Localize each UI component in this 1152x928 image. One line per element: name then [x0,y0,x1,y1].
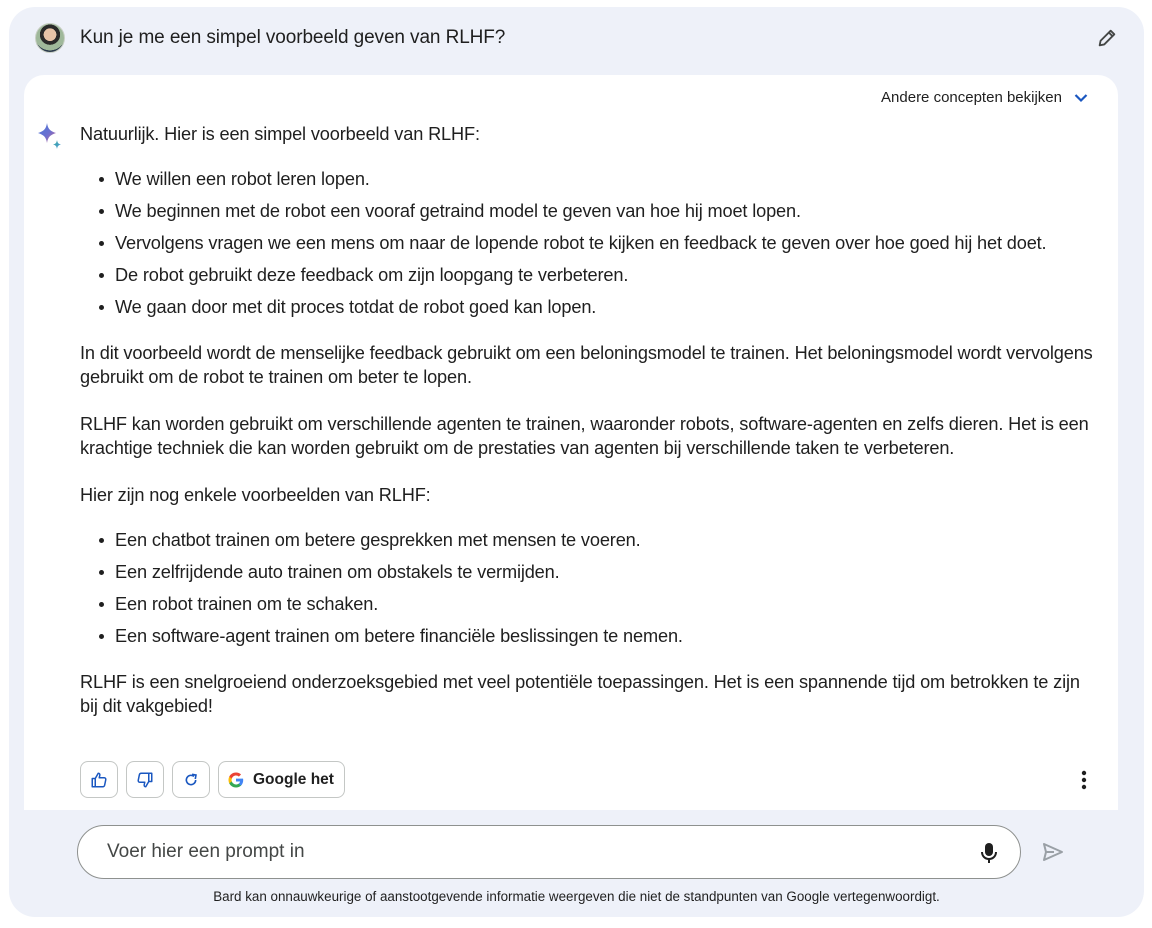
prompt-input[interactable] [107,841,947,863]
refresh-icon [183,772,199,788]
list-item: Vervolgens vragen we een mens om naar de lopende robot te kijken en feedback te geven over hoe goed hij het doet. [97,231,1100,255]
thumbs-down-button[interactable] [126,761,164,798]
chevron-down-icon [1074,93,1088,103]
user-prompt-text: Kun je me een simpel voorbeeld geven van RLHF? [80,27,506,48]
view-other-drafts-button[interactable] [881,89,1088,106]
list-item: We gaan door met dit proces totdat de robot goed kan lopen. [97,295,1100,319]
response-intro: Natuurlijk. Hier is een simpel voorbeeld van RLHF: [80,124,480,144]
list-item: De robot gebruikt deze feedback om zijn loopgang te verbeteren. [97,263,1100,287]
user-avatar [35,23,65,53]
prompt-input-container [77,825,1021,879]
list-item: We willen een robot leren lopen. [97,167,1100,191]
google-it-label: Google het [253,770,334,788]
thumbs-up-button[interactable] [80,761,118,798]
list-item: Een software-agent trainen om betere financiële beslissingen te nemen. [97,624,1100,648]
list-item: Een chatbot trainen om betere gesprekken met mensen te voeren. [97,528,1100,552]
send-icon[interactable] [1041,841,1065,863]
response-paragraph: Hier zijn nog enkele voorbeelden van RLHF: [80,485,431,505]
chat-container [9,7,1144,917]
response-content [80,122,1100,718]
list-item: Een robot trainen om te schaken. [97,592,1100,616]
response-paragraph: In dit voorbeeld wordt de menselijke feedback gebruikt om een beloningsmodel te trainen. Het beloningsmodel wordt vervolgens gebruikt om de robot te trainen om beter te lopen. [80,343,1093,387]
response-actions [80,761,345,798]
pencil-icon[interactable] [1096,27,1118,49]
regenerate-button[interactable] [172,761,210,798]
more-vert-icon[interactable] [1076,769,1092,791]
examples-list [80,528,1100,648]
response-paragraph: RLHF kan worden gebruikt om verschillende agenten te trainen, waaronder robots, software-agenten en zelfs dieren. Het is een krachtige techniek die kan worden gebruikt om de prestaties van agenten bij verschillende taken te verbeteren. [80,414,1089,458]
bard-sparkle-icon [36,122,64,150]
google-g-icon [227,771,245,789]
thumbs-up-icon [90,771,108,789]
disclaimer-text: Bard kan onnauwkeurige of aanstootgevende informatie weergeven die niet de standpunten van Google vertegenwoordigt. [213,889,940,904]
list-item: We beginnen met de robot een vooraf getraind model te geven van hoe hij moet lopen. [97,199,1100,223]
response-closing: RLHF is een snelgroeiend onderzoeksgebied met veel potentiële toepassingen. Het is een spannende tijd om betrokken te zijn bij dit vakgebied! [80,672,1080,716]
steps-list [80,167,1100,319]
google-it-button[interactable] [218,761,345,798]
user-prompt-row [35,23,1118,53]
thumbs-down-icon [136,771,154,789]
drafts-label: Andere concepten bekijken [881,89,1062,106]
microphone-icon[interactable] [978,841,1000,865]
response-card [24,75,1118,810]
list-item: Een zelfrijdende auto trainen om obstakels te vermijden. [97,560,1100,584]
